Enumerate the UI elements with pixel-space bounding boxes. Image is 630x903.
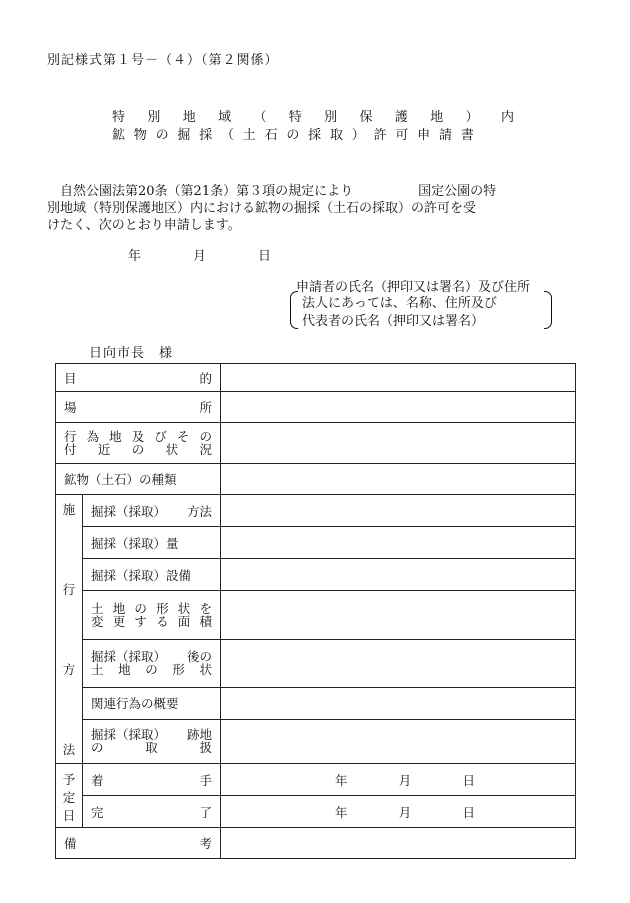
right-bracket (544, 291, 552, 329)
field-extraction-amount[interactable] (221, 527, 576, 559)
title-char: 特 (288, 110, 302, 125)
field-extraction-equipment[interactable] (221, 559, 576, 591)
label-extraction-amount: 掘採（採取）量 (83, 527, 221, 559)
title-char: 地 (430, 110, 444, 125)
title-char: の (155, 128, 169, 143)
title-char: ） (465, 110, 479, 125)
field-related-activities[interactable] (221, 687, 576, 719)
application-statement (47, 183, 583, 234)
statement-line: 別地域（特別保護地区）内における鉱物の掘採（土石の採取）の許可を受 (47, 201, 477, 216)
row-remarks (56, 828, 576, 859)
finish-month-label: 月 (398, 804, 412, 820)
finish-day-label: 日 (462, 804, 475, 820)
row-finish-date (56, 796, 576, 828)
row-extraction-amount (56, 527, 576, 559)
title-char: 物 (133, 128, 147, 143)
field-post-extraction-land[interactable] (221, 639, 576, 687)
corporation-note-line: 代表者の氏名（押印又は署名） (302, 314, 485, 329)
title-char: 別 (147, 110, 161, 125)
title-char: 護 (394, 110, 408, 125)
application-table (55, 363, 576, 859)
date-month: 月 (193, 249, 207, 264)
date-day: 日 (258, 249, 272, 264)
statement-line: けたく、次のとおり申請します。 (47, 218, 241, 233)
title-char: （ (220, 128, 234, 143)
label-mineral-type: 鉱物（土石）の種類 (56, 464, 221, 495)
row-site-handling (56, 719, 576, 763)
row-location (56, 392, 576, 423)
start-day-label: 日 (462, 772, 475, 788)
row-surroundings (56, 423, 576, 464)
corporation-note (290, 290, 552, 328)
start-month-label: 月 (398, 772, 412, 788)
field-extraction-method[interactable] (221, 495, 576, 527)
title-char: 申 (417, 128, 431, 143)
label-schedule-group: 予 定 日 (56, 764, 83, 828)
applicant-label: 申請者の氏名（押印又は署名）及び住所 (296, 280, 531, 295)
label-location: 場 所 (56, 392, 221, 423)
label-extraction-method: 掘採（採取） 方法 (83, 495, 221, 527)
title-char: 掘 (177, 128, 191, 143)
row-post-extraction-land (56, 639, 576, 687)
row-start-date (56, 764, 576, 796)
title-char: 別 (324, 110, 338, 125)
row-extraction-method (56, 495, 576, 527)
label-extraction-equipment: 掘採（採取）設備 (83, 559, 221, 591)
title-char: 域 (218, 110, 232, 125)
form-number: 別記様式第１号－（４）（第２関係） (47, 53, 279, 68)
field-land-change-area[interactable] (221, 591, 576, 639)
addressee: 日向市長 様 (89, 346, 174, 361)
row-land-change-area (56, 591, 576, 639)
title-char: 可 (395, 128, 409, 143)
label-start: 着 手 (83, 764, 221, 796)
title-char: 取 (329, 128, 343, 143)
title-char: 石 (264, 128, 278, 143)
left-bracket (290, 291, 298, 329)
label-site-handling: 掘採（採取） 跡地 の 取 扱 (83, 719, 221, 763)
label-surroundings: 行 為 地 及 び そ の 付 近 の 状 況 (56, 423, 221, 464)
field-site-handling[interactable] (221, 719, 576, 763)
field-mineral-type[interactable] (221, 464, 576, 495)
title-char: 許 (373, 128, 387, 143)
title-line-2 (112, 124, 474, 143)
row-purpose (56, 364, 576, 392)
title-char: 土 (242, 128, 256, 143)
statement-line: 自然公園法第20条（第21条）第３項の規定により 国定公園の特 (60, 184, 497, 199)
row-extraction-equipment (56, 559, 576, 591)
field-start-date[interactable] (221, 764, 576, 796)
corporation-note-line: 法人にあっては、名称、住所及び (302, 296, 497, 311)
label-finish: 完 了 (83, 796, 221, 828)
label-related-activities: 関連行為の概要 (83, 687, 221, 719)
title-char: 採 (308, 128, 322, 143)
field-location[interactable] (221, 392, 576, 423)
title-line-1 (112, 106, 514, 125)
row-related-activities (56, 687, 576, 719)
field-finish-date[interactable] (221, 796, 576, 828)
finish-year-label: 年 (335, 804, 348, 820)
field-remarks[interactable] (221, 828, 576, 859)
label-purpose: 目 的 (56, 364, 221, 392)
title-char: ） (351, 128, 365, 143)
date-year: 年 (128, 249, 142, 264)
label-land-change-area: 土 地 の 形 状 を 変 更 す る 面 積 (83, 591, 221, 639)
title-char: の (286, 128, 300, 143)
title-char: 保 (359, 110, 373, 125)
title-char: 地 (182, 110, 196, 125)
field-surroundings[interactable] (221, 423, 576, 464)
title-char: 特 (112, 110, 126, 125)
row-mineral-type (56, 464, 576, 495)
title-char: 書 (460, 128, 474, 143)
label-remarks: 備 考 (56, 828, 221, 859)
label-method-group: 施 行 方 法 (56, 495, 83, 764)
title-char: 請 (438, 128, 452, 143)
label-post-extraction-land: 掘採（採取） 後の 土 地 の 形 状 (83, 639, 221, 687)
title-char: （ (253, 110, 267, 125)
title-char: 鉱 (112, 128, 126, 143)
title-char: 内 (500, 110, 514, 125)
field-purpose[interactable] (221, 364, 576, 392)
title-char: 採 (199, 128, 213, 143)
start-year-label: 年 (335, 772, 348, 788)
